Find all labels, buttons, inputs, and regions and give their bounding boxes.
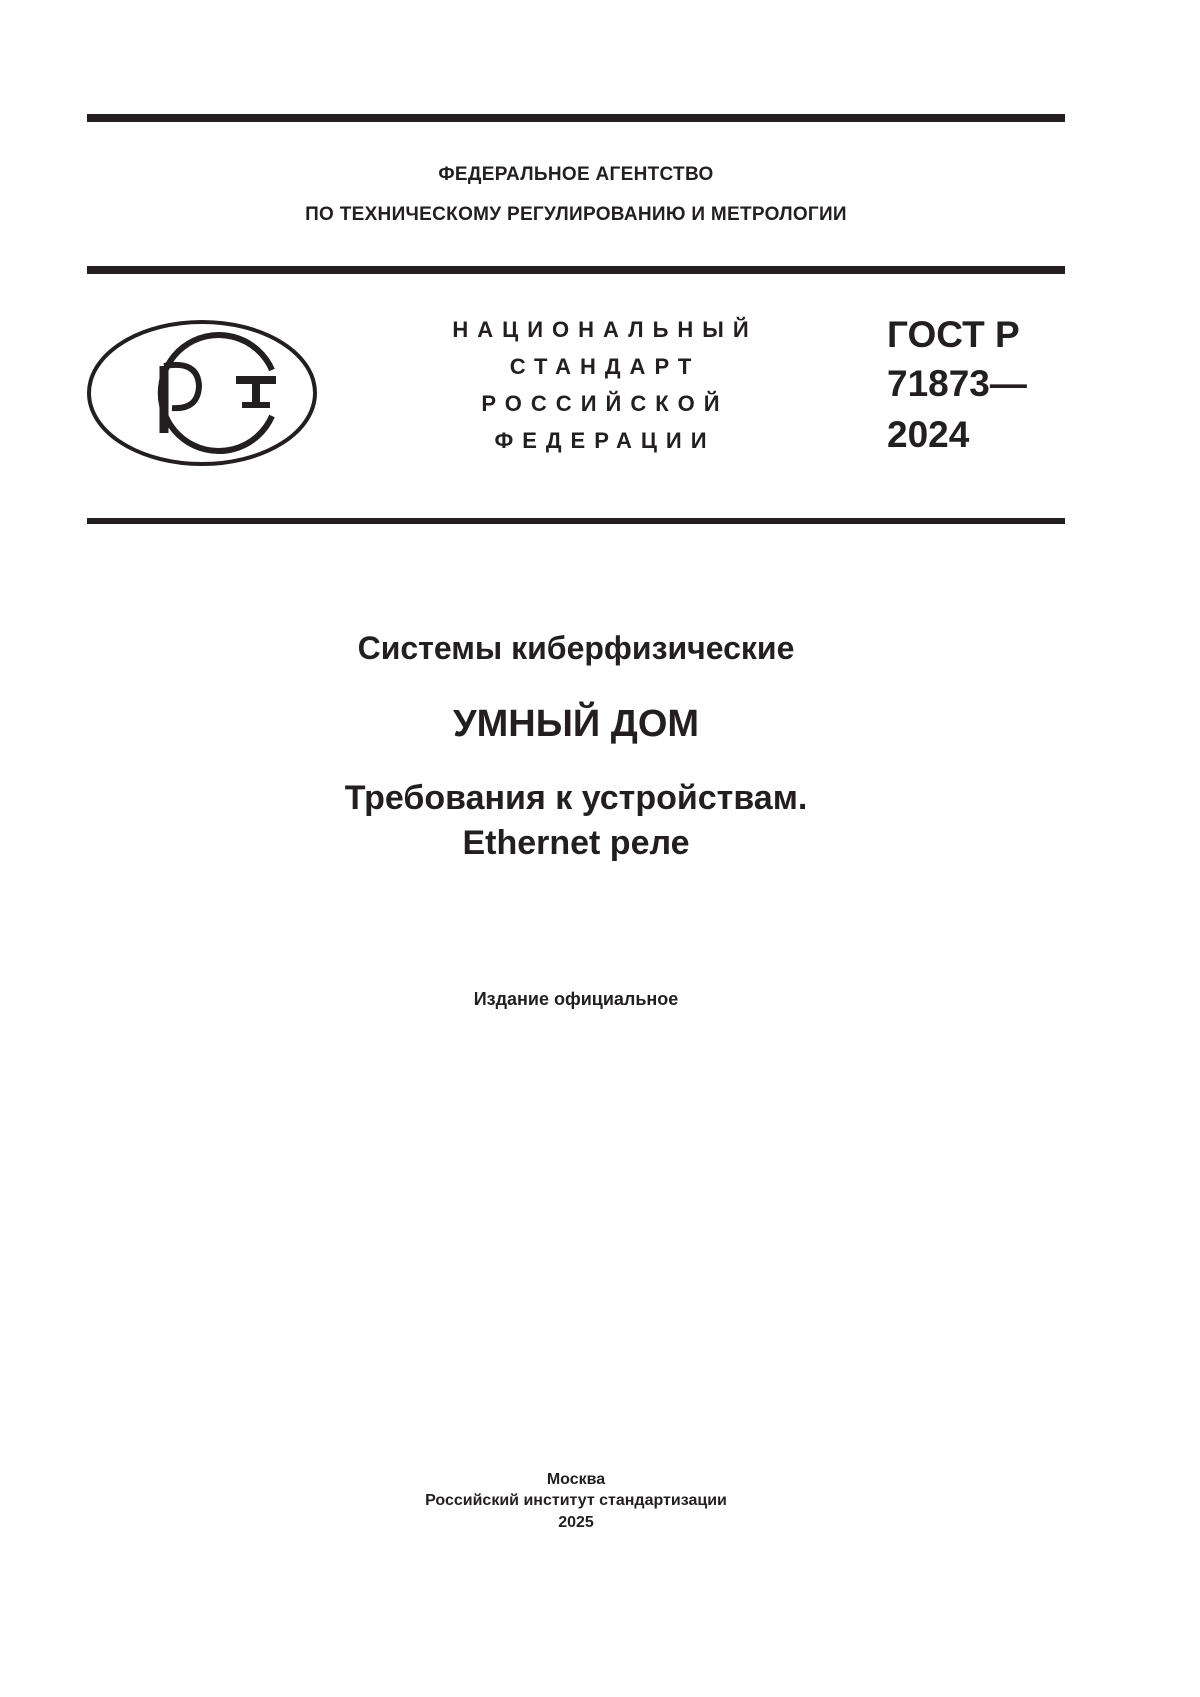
bottom-rule xyxy=(87,518,1065,524)
standard-designation-line-1: ГОСТ Р xyxy=(887,314,1020,355)
standard-designation-line-3: 2024 xyxy=(887,414,970,455)
national-standard-line-3: РОССИЙСКОЙ xyxy=(481,391,729,416)
gost-r-certification-mark-icon xyxy=(86,318,318,468)
standard-designation-line-2: 71873— xyxy=(887,363,1027,404)
document-title-subject: Системы киберфизические xyxy=(357,630,795,666)
document-title-main: УМНЫЙ ДОМ xyxy=(452,703,700,745)
national-standard-line-4: ФЕДЕРАЦИИ xyxy=(494,428,716,453)
document-title-device: Ethernet реле xyxy=(462,824,690,862)
national-standard-line-2: СТАНДАРТ xyxy=(509,354,701,379)
agency-name-line-2: ПО ТЕХНИЧЕСКОМУ РЕГУЛИРОВАНИЮ И МЕТРОЛОГИИ xyxy=(305,204,847,225)
document-title-requirements: Требования к устройствам. xyxy=(344,779,808,817)
national-standard-line-1: НАЦИОНАЛЬНЫЙ xyxy=(452,317,758,342)
publication-city: Москва xyxy=(546,1471,606,1488)
publisher-name: Российский институт стандартизации xyxy=(425,1492,727,1509)
publication-year: 2025 xyxy=(558,1514,594,1531)
edition-note: Издание официальное xyxy=(473,989,679,1009)
top-rule xyxy=(87,114,1065,122)
agency-name-line-1: ФЕДЕРАЛЬНОЕ АГЕНТСТВО xyxy=(438,164,714,185)
middle-rule xyxy=(87,266,1065,274)
